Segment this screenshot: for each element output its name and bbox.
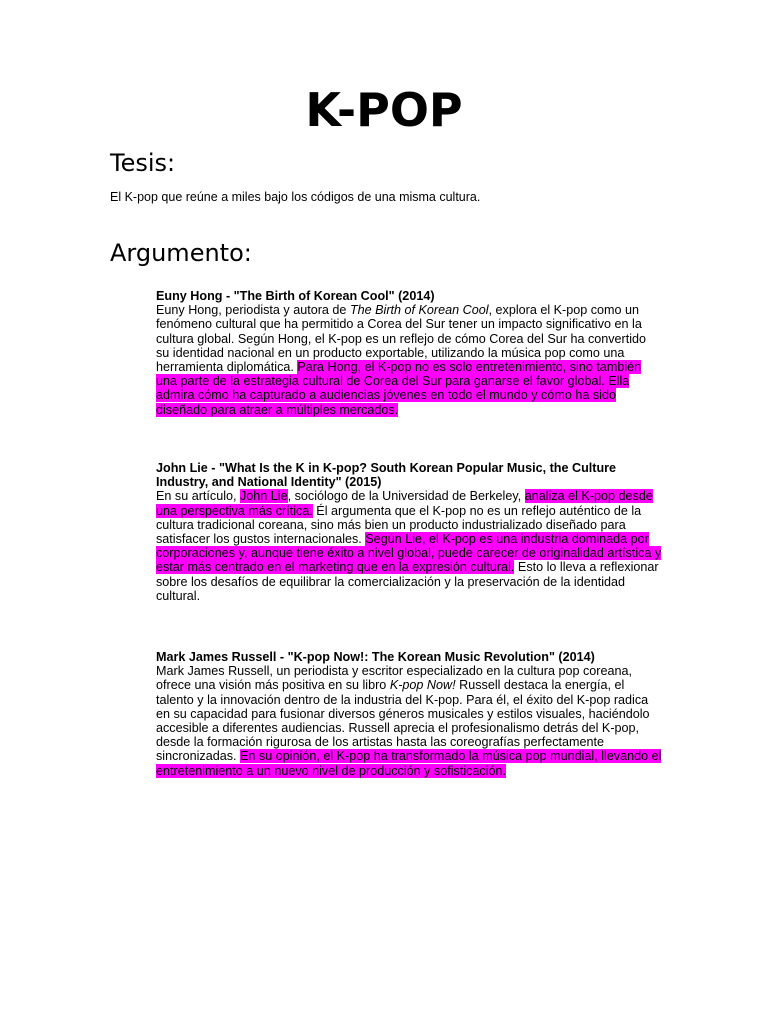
entry-euny-hong bbox=[156, 289, 662, 417]
document-title: K-POP bbox=[305, 83, 463, 137]
highlighted-text: Según Lie, el K-pop es una industria dominada por corporaciones y, aunque tiene éxito a nivel global, puede carecer de originalidad artística y estar más centrado en el marketing que en la expresión cultural. bbox=[156, 532, 662, 575]
thesis-text: El K-pop que reúne a miles bajo los códigos de una misma cultura. bbox=[110, 190, 481, 204]
entry-text: Euny Hong, periodista y autora de bbox=[156, 303, 350, 318]
entry-text: Mark James Russell, un periodista y escritor especializado en la cultura pop coreana, ofrece una visión más positiva en su libro bbox=[156, 664, 632, 693]
entry-heading: Mark James Russell - "K-pop Now!: The Korean Music Revolution" (2014) bbox=[156, 650, 595, 664]
entry-heading: John Lie - "What Is the K in K-pop? South Korean Popular Music, the Culture Industry, and National Identity" (2015) bbox=[156, 461, 617, 490]
entry-text: Él argumenta que el K-pop no es un reflejo auténtico de la cultura tradicional coreana, sino más bien un producto industrializado diseñado para satisfacer los gustos internacionales. bbox=[156, 503, 642, 547]
entry-body bbox=[156, 664, 662, 778]
entry-body bbox=[156, 303, 662, 417]
entry-text: , explora el K-pop como un fenómeno cultural que ha permitido a Corea del Sur tener un impacto significativo en la cultura global. Según Hong, el K-pop es un reflejo de cómo Corea del Sur ha convertido su identidad nacional en un producto exportable, utilizando la música pop como una herramienta diplomática. bbox=[156, 303, 647, 375]
book-title: K-pop Now! bbox=[389, 678, 456, 693]
entry-body bbox=[156, 489, 662, 603]
book-title: The Birth of Korean Cool bbox=[349, 303, 489, 318]
highlighted-text: analiza el K-pop desde una perspectiva más crítica. bbox=[156, 489, 653, 518]
highlighted-text: Para Hong, el K-pop no es solo entretenimiento, sino también una parte de la estrategia cultural de Corea del Sur para ganarse el favor global. Ella admira cómo ha capturado a audiencias jóvenes en todo el mundo y cómo ha sido diseñado para atraer a múltiples mercados. bbox=[156, 360, 642, 417]
entry-john-lie bbox=[156, 461, 662, 603]
entry-text: Russell destaca la energía, el talento y la innovación dentro de la industria del K-pop. Para él, el éxito del K-pop radica en su capacidad para fusionar diversos géneros musicales y estilos visuales, haciéndolo accesible a diferentes audiencias. Russell aprecia el profesionalismo detrás del K-pop, desde la formación rigurosa de los artistas hasta las coreografías perfectamente sincronizadas. bbox=[156, 678, 650, 764]
thesis-heading: Tesis: bbox=[110, 149, 176, 177]
highlighted-text: En su opinión, el K-pop ha transformado la música pop mundial, llevando el entretenimiento a un nuevo nivel de producción y sofisticación. bbox=[156, 749, 662, 778]
entry-text: Esto lo lleva a reflexionar sobre los desafíos de equilibrar la comercialización y la preservación de la identidad cultural. bbox=[156, 560, 659, 603]
entry-text: En su artículo, bbox=[156, 489, 240, 504]
entry-mark-james-russell bbox=[156, 650, 662, 778]
highlighted-text: John Lie bbox=[240, 489, 288, 504]
entry-text: , sociólogo de la Universidad de Berkeley, bbox=[287, 489, 525, 504]
entry-heading: Euny Hong - "The Birth of Korean Cool" (2014) bbox=[156, 289, 435, 303]
argument-heading: Argumento: bbox=[110, 239, 252, 267]
